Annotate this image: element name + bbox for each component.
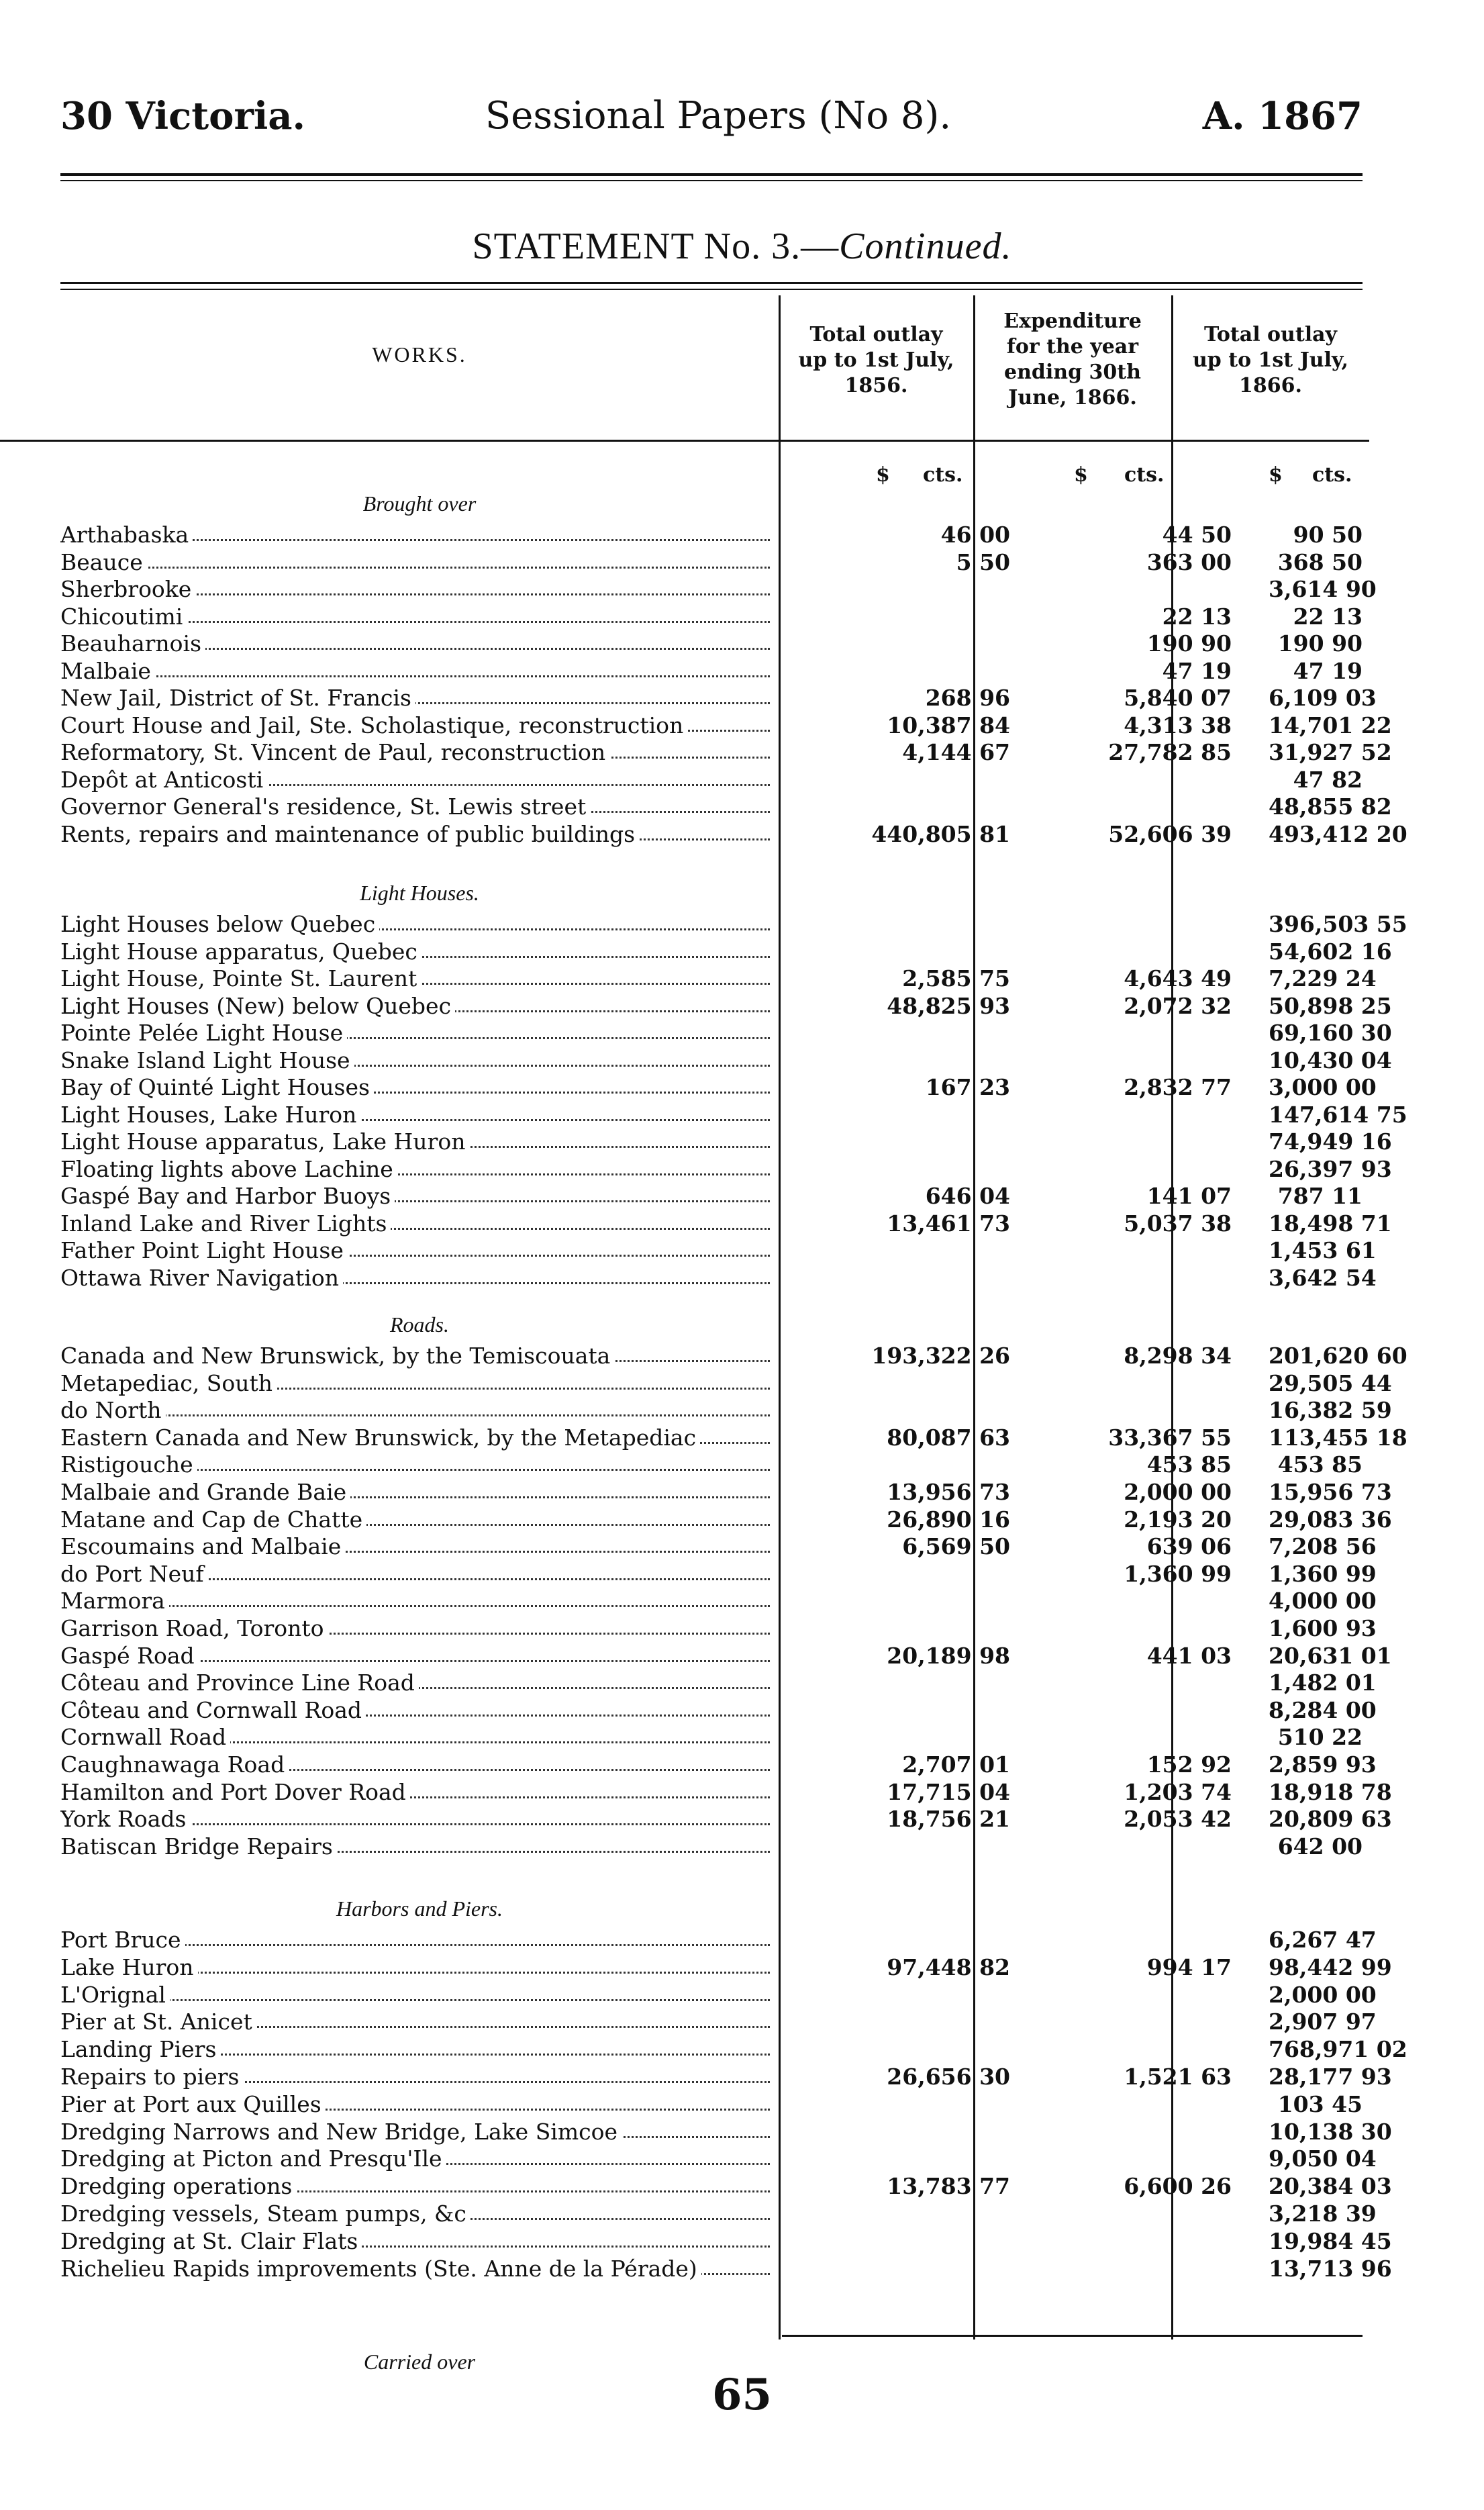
unit-dollar-1: $ [876, 463, 890, 487]
outlay-1866-value: 2,000 00 [1269, 1981, 1377, 2008]
work-label: Dredging Narrows and New Bridge, Lake Simcoe [60, 2119, 775, 2145]
work-label: Canada and New Brunswick, by the Temiscouata [60, 1343, 775, 1369]
outlay-1866-value: 74,949 16 [1269, 1128, 1392, 1155]
expenditure-1866-value: 4,643 49 [1124, 965, 1232, 992]
outlay-1866-value: 1,360 99 [1269, 1560, 1377, 1587]
section-light-houses: Light Houses. [360, 881, 479, 905]
table-row [60, 739, 1392, 767]
total-outlay-1866-header: Total outlay up to 1st July, 1866. [1192, 323, 1349, 397]
table-row [60, 630, 1363, 659]
table-row [60, 576, 1377, 604]
outlay-1866-value: 19,984 45 [1269, 2227, 1392, 2254]
work-label: Caughnawaga Road [60, 1751, 775, 1778]
outlay-1866-value: 18,498 71 [1269, 1210, 1392, 1237]
table-row [60, 1615, 1377, 1643]
table-row [60, 965, 1377, 994]
table-row [60, 1397, 1392, 1425]
expenditure-1866-value: 363 00 [1146, 548, 1232, 575]
expenditure-1866-value: 190 90 [1146, 630, 1232, 657]
work-label: Beauharnois [60, 630, 775, 657]
outlay-1866-value: 7,229 24 [1269, 965, 1377, 992]
outlay-1866-value: 147,614 75 [1269, 1101, 1407, 1128]
outlay-1856-value: 48,825 93 [887, 992, 1010, 1019]
header-year: A. 1867 [1202, 94, 1363, 138]
section-harbors-piers: Harbors and Piers. [336, 1896, 503, 1921]
table-row [60, 2227, 1392, 2256]
expenditure-1866-header: Expenditure for the year ending 30th June, 1866. [1003, 309, 1142, 409]
table-row [60, 1155, 1392, 1184]
work-label: Gaspé Road [60, 1643, 775, 1669]
outlay-1866-value: 47 82 [1293, 766, 1363, 793]
work-label: Light House apparatus, Lake Huron [60, 1128, 775, 1155]
table-row [60, 1479, 1392, 1507]
table-row [60, 685, 1377, 713]
outlay-1866-value: 201,620 60 [1269, 1343, 1407, 1369]
outlay-1856-value: 20,189 98 [887, 1642, 1010, 1669]
outlay-1866-value: 7,208 56 [1269, 1533, 1377, 1560]
table-row [60, 1953, 1392, 1982]
table-row [60, 1451, 1363, 1480]
expenditure-1866-value: 2,053 42 [1124, 1806, 1232, 1833]
work-label: Ottawa River Navigation [60, 1265, 775, 1291]
expenditure-1866-value: 2,193 20 [1124, 1506, 1232, 1533]
section-roads: Roads. [390, 1312, 449, 1337]
table-row [60, 549, 1363, 577]
unit-cts-3: cts. [1312, 463, 1352, 487]
outlay-1866-value: 453 85 [1277, 1451, 1363, 1478]
table-row [60, 1751, 1377, 1780]
work-label: Garrison Road, Toronto [60, 1615, 775, 1641]
outlay-1866-value: 1,600 93 [1269, 1615, 1377, 1641]
outlay-1866-value: 90 50 [1293, 522, 1363, 548]
outlay-1866-value: 2,907 97 [1269, 2009, 1377, 2035]
table-row [60, 793, 1392, 822]
outlay-1866-value: 787 11 [1277, 1183, 1363, 1209]
outlay-1866-value: 6,109 03 [1269, 685, 1377, 711]
expenditure-1866-value: 52,606 39 [1108, 820, 1232, 847]
outlay-1866-value: 98,442 99 [1269, 1953, 1392, 1980]
expenditure-1866-value: 27,782 85 [1108, 739, 1232, 765]
work-label: Court House and Jail, Ste. Scholastique, reconstruction [60, 712, 775, 738]
table-row [60, 1424, 1407, 1453]
table-row [60, 2009, 1377, 2037]
outlay-1856-value: 6,569 50 [902, 1533, 1010, 1560]
outlay-1866-value: 1,453 61 [1269, 1237, 1377, 1263]
work-label: Dredging operations [60, 2173, 775, 2199]
work-label: Inland Lake and River Lights [60, 1210, 775, 1237]
outlay-1856-value: 646 04 [925, 1183, 1010, 1209]
table-row [60, 1696, 1377, 1725]
outlay-1866-value: 54,602 16 [1269, 938, 1392, 965]
table-row [60, 992, 1392, 1021]
outlay-1866-value: 29,083 36 [1269, 1506, 1392, 1533]
outlay-1866-value: 20,631 01 [1269, 1642, 1392, 1669]
outlay-1856-value: 46 00 [940, 522, 1010, 548]
outlay-1856-value: 5 50 [956, 548, 1010, 575]
outlay-1856-value: 268 96 [925, 685, 1010, 711]
outlay-1866-value: 3,614 90 [1269, 576, 1377, 602]
outlay-1856-value: 18,756 21 [887, 1806, 1010, 1833]
outlay-1856-value: 97,448 82 [887, 1953, 1010, 1980]
work-label: Malbaie and Grande Baie [60, 1479, 775, 1505]
expenditure-1866-value: 5,037 38 [1124, 1210, 1232, 1237]
work-label: Rents, repairs and maintenance of public buildings [60, 821, 775, 847]
work-label: Bay of Quinté Light Houses [60, 1074, 775, 1100]
work-label: Governor General's residence, St. Lewis street [60, 793, 775, 820]
unit-dollar-2: $ [1074, 463, 1088, 487]
work-label: Ristigouche [60, 1451, 775, 1478]
outlay-1856-value: 440,805 81 [871, 820, 1010, 847]
work-label: Dredging vessels, Steam pumps, &c [60, 2201, 775, 2227]
work-label: Light House, Pointe St. Laurent [60, 965, 775, 992]
outlay-1856-value: 26,890 16 [887, 1506, 1010, 1533]
expenditure-1866-value: 1,521 63 [1124, 2064, 1232, 2090]
work-label: Light Houses below Quebec [60, 911, 775, 937]
outlay-1866-value: 31,927 52 [1269, 739, 1392, 765]
table-row [60, 1833, 1363, 1862]
work-label: Eastern Canada and New Brunswick, by the Metapediac [60, 1425, 775, 1451]
table-row [60, 1183, 1363, 1211]
table-row [60, 2036, 1407, 2064]
outlay-1866-value: 20,809 63 [1269, 1806, 1392, 1833]
table-row [60, 604, 1363, 632]
running-header [60, 94, 1363, 154]
outlay-1866-value: 103 45 [1277, 2090, 1363, 2117]
outlay-1856-value: 167 23 [925, 1074, 1010, 1100]
expenditure-1866-value: 5,840 07 [1124, 685, 1232, 711]
work-label: Depôt at Anticosti [60, 767, 775, 793]
outlay-1856-value: 13,956 73 [887, 1479, 1010, 1505]
work-label: Richelieu Rapids improvements (Ste. Anne de la Pérade) [60, 2256, 775, 2282]
work-label: Malbaie [60, 658, 775, 684]
work-label: Light Houses, Lake Huron [60, 1102, 775, 1128]
expenditure-1866-value: 994 17 [1146, 1953, 1232, 1980]
expenditure-1866-value: 2,832 77 [1124, 1074, 1232, 1100]
table-row [60, 2173, 1392, 2201]
outlay-1866-value: 6,267 47 [1269, 1927, 1377, 1953]
work-label: Pointe Pelée Light House [60, 1020, 775, 1046]
outlay-1856-value: 4,144 67 [902, 739, 1010, 765]
outlay-1866-value: 3,000 00 [1269, 1074, 1377, 1100]
work-label: Pier at Port aux Quilles [60, 2091, 775, 2117]
header-rule-top [60, 173, 1363, 176]
table-row [60, 1778, 1392, 1807]
works-column-header: WORKS. [372, 342, 467, 367]
outlay-1866-value: 16,382 59 [1269, 1397, 1392, 1424]
outlay-1856-value: 2,707 01 [902, 1751, 1010, 1778]
outlay-1866-value: 1,482 01 [1269, 1670, 1377, 1696]
table-row [60, 1806, 1392, 1834]
outlay-1856-value: 13,783 77 [887, 2173, 1010, 2200]
table-row [60, 820, 1407, 849]
carried-over-label: Carried over [363, 2350, 476, 2374]
header-rule-bottom [60, 180, 1363, 181]
work-label: Chicoutimi [60, 604, 775, 630]
work-label: Beauce [60, 549, 775, 575]
outlay-1866-value: 26,397 93 [1269, 1155, 1392, 1182]
table-row [60, 911, 1407, 939]
table-row [60, 712, 1392, 740]
outlay-1856-value: 10,387 84 [887, 712, 1010, 738]
outlay-1866-value: 510 22 [1277, 1724, 1363, 1751]
table-row [60, 1047, 1392, 1075]
table-row [60, 1264, 1377, 1293]
expenditure-1866-value: 2,000 00 [1124, 1479, 1232, 1505]
work-label: Snake Island Light House [60, 1047, 775, 1073]
table-row [60, 1927, 1377, 1955]
work-label: York Roads [60, 1806, 775, 1832]
table-row [60, 2145, 1377, 2174]
work-label: Landing Piers [60, 2036, 775, 2062]
outlay-1866-value: 113,455 18 [1269, 1424, 1407, 1451]
table-row [60, 1642, 1392, 1671]
table-row [60, 1210, 1392, 1239]
section-brought-over: Brought over [362, 491, 477, 516]
expenditure-1866-value: 453 85 [1146, 1451, 1232, 1478]
outlay-1866-value: 15,956 73 [1269, 1479, 1392, 1505]
page-number: 65 [711, 2370, 773, 2420]
work-label: Escoumains and Malbaie [60, 1533, 775, 1559]
outlay-1866-value: 28,177 93 [1269, 2064, 1392, 2090]
work-label: Dredging at St. Clair Flats [60, 2228, 775, 2254]
work-label: Hamilton and Port Dover Road [60, 1779, 775, 1805]
table-row [60, 1101, 1407, 1130]
table-row [60, 2118, 1392, 2147]
table-row [60, 1724, 1363, 1752]
work-label: Marmora [60, 1588, 775, 1614]
work-label: Father Point Light House [60, 1237, 775, 1263]
header-session: 30 Victoria. [60, 94, 306, 138]
work-label: Light House apparatus, Quebec [60, 938, 775, 965]
outlay-1866-value: 368 50 [1277, 548, 1363, 575]
work-label: Arthabaska [60, 522, 775, 548]
expenditure-1866-value: 47 19 [1162, 657, 1232, 684]
table-row [60, 2091, 1363, 2119]
outlay-1866-value: 190 90 [1277, 630, 1363, 657]
table-row [60, 522, 1363, 550]
unit-dollar-3: $ [1269, 463, 1283, 487]
table-row [60, 1560, 1377, 1589]
outlay-1866-value: 8,284 00 [1269, 1696, 1377, 1723]
work-label: Metapediac, South [60, 1370, 775, 1396]
title-rule-1 [60, 282, 1363, 284]
expenditure-1866-value: 44 50 [1162, 522, 1232, 548]
expenditure-1866-value: 639 06 [1146, 1533, 1232, 1560]
outlay-1866-value: 18,918 78 [1269, 1778, 1392, 1805]
table-row [60, 1074, 1377, 1102]
table-row [60, 1981, 1377, 2010]
outlay-1856-value: 17,715 04 [887, 1778, 1010, 1805]
table-row [60, 2064, 1392, 2092]
unit-cts-1: cts. [923, 463, 963, 487]
col-header-rule [0, 440, 1369, 442]
table-row [60, 767, 1363, 795]
table-row [60, 2201, 1377, 2229]
work-label: Port Bruce [60, 1927, 775, 1953]
expenditure-1866-value: 1,203 74 [1124, 1778, 1232, 1805]
outlay-1866-value: 396,503 55 [1269, 911, 1407, 937]
table-row [60, 1343, 1407, 1371]
outlay-1866-value: 48,855 82 [1269, 793, 1392, 820]
outlay-1856-value: 80,087 63 [887, 1424, 1010, 1451]
unit-cts-2: cts. [1124, 463, 1165, 487]
work-label: Côteau and Province Line Road [60, 1670, 775, 1696]
header-publication: Sessional Papers (No 8). [485, 94, 952, 138]
table-row [60, 1588, 1377, 1616]
outlay-1866-value: 29,505 44 [1269, 1369, 1392, 1396]
expenditure-1866-value: 33,367 55 [1108, 1424, 1232, 1451]
table-row [60, 1128, 1392, 1157]
expenditure-1866-value: 8,298 34 [1124, 1343, 1232, 1369]
expenditure-1866-value: 152 92 [1146, 1751, 1232, 1778]
work-label: Reformatory, St. Vincent de Paul, reconstruction [60, 739, 775, 765]
outlay-1866-value: 47 19 [1293, 657, 1363, 684]
table-row [60, 658, 1363, 686]
table-row [60, 2255, 1392, 2284]
work-label: do North [60, 1397, 775, 1423]
work-label: Light Houses (New) below Quebec [60, 993, 775, 1019]
table-row [60, 1020, 1392, 1048]
expenditure-1866-value: 4,313 38 [1124, 712, 1232, 738]
outlay-1866-value: 9,050 04 [1269, 2145, 1377, 2172]
title-rule-2 [60, 289, 1363, 290]
outlay-1866-value: 50,898 25 [1269, 992, 1392, 1019]
outlay-1866-value: 14,701 22 [1269, 712, 1392, 738]
table-row [60, 1369, 1392, 1398]
outlay-1866-value: 13,713 96 [1269, 2255, 1392, 2282]
work-label: Matane and Cap de Chatte [60, 1506, 775, 1533]
work-label: Batiscan Bridge Repairs [60, 1833, 775, 1860]
outlay-1856-value: 26,656 30 [887, 2064, 1010, 2090]
table-row [60, 938, 1392, 967]
outlay-1866-value: 4,000 00 [1269, 1588, 1377, 1614]
outlay-1866-value: 10,138 30 [1269, 2118, 1392, 2145]
outlay-1856-value: 193,322 26 [871, 1343, 1010, 1369]
table-row [60, 1670, 1377, 1698]
outlay-1856-value: 2,585 75 [902, 965, 1010, 992]
table-row [60, 1237, 1377, 1265]
expenditure-1866-value: 22 13 [1162, 603, 1232, 630]
expenditure-1866-value: 1,360 99 [1124, 1560, 1232, 1587]
outlay-1866-value: 22 13 [1293, 603, 1363, 630]
outlay-1866-value: 2,859 93 [1269, 1751, 1377, 1778]
work-label: Dredging at Picton and Presqu'Ile [60, 2145, 775, 2172]
work-label: Repairs to piers [60, 2064, 775, 2090]
outlay-1866-value: 493,412 20 [1269, 820, 1407, 847]
outlay-1866-value: 642 00 [1277, 1833, 1363, 1860]
statement-title: STATEMENT No. 3.—Continued. [472, 226, 1012, 267]
work-label: Gaspé Bay and Harbor Buoys [60, 1183, 775, 1209]
outlay-1866-value: 20,384 03 [1269, 2173, 1392, 2200]
table-row [60, 1506, 1392, 1535]
work-label: Lake Huron [60, 1954, 775, 1980]
work-label: Sherbrooke [60, 576, 775, 602]
outlay-1866-value: 3,218 39 [1269, 2201, 1377, 2227]
outlay-1866-value: 768,971 02 [1269, 2036, 1407, 2063]
outlay-1866-value: 3,642 54 [1269, 1264, 1377, 1291]
work-label: L'Orignal [60, 1982, 775, 2008]
outlay-1856-value: 13,461 73 [887, 1210, 1010, 1237]
work-label: Floating lights above Lachine [60, 1156, 775, 1182]
work-label: Côteau and Cornwall Road [60, 1697, 775, 1723]
work-label: do Port Neuf [60, 1561, 775, 1587]
table-row [60, 1533, 1377, 1561]
expenditure-1866-value: 141 07 [1146, 1183, 1232, 1209]
total-outlay-1856-header: Total outlay up to 1st July, 1856. [798, 323, 954, 397]
outlay-1866-value: 69,160 30 [1269, 1020, 1392, 1046]
total-rule [782, 2335, 1363, 2337]
outlay-1866-value: 10,430 04 [1269, 1047, 1392, 1073]
expenditure-1866-value: 2,072 32 [1124, 992, 1232, 1019]
work-label: Cornwall Road [60, 1724, 775, 1750]
work-label: Pier at St. Anicet [60, 2009, 775, 2035]
expenditure-1866-value: 6,600 26 [1124, 2173, 1232, 2200]
expenditure-1866-value: 441 03 [1146, 1642, 1232, 1669]
work-label: New Jail, District of St. Francis [60, 685, 775, 711]
